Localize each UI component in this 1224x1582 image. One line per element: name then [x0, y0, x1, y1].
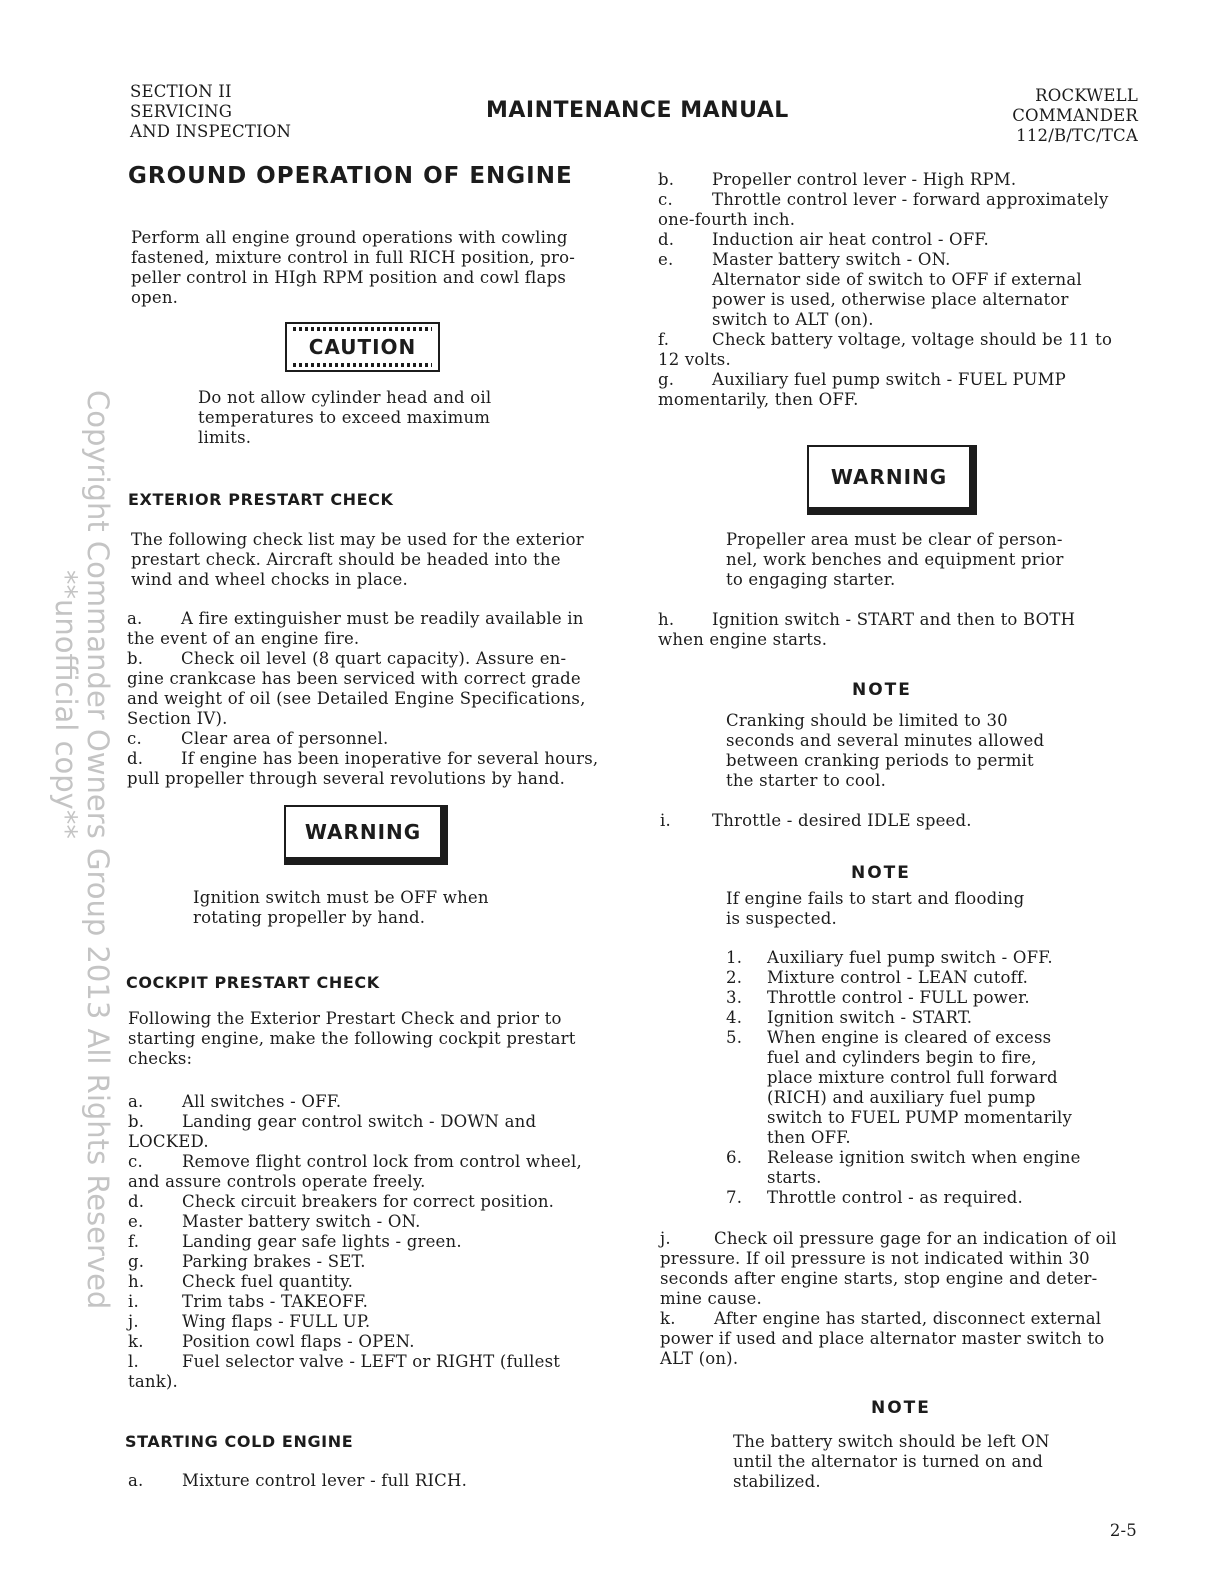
cockpit-intro: [128, 1009, 576, 1069]
item-key: c.: [127, 729, 142, 748]
text-line: Following the Exterior Prestart Check and prior to: [128, 1009, 562, 1028]
item-text: Check fuel quantity.: [182, 1272, 354, 1291]
text-line: switch to ALT (on).: [712, 310, 874, 329]
flooding-steps: [726, 948, 1146, 1208]
checklist-item: [127, 729, 627, 749]
text-line: Throttle control - FULL power.: [767, 988, 1030, 1007]
numbered-step: [726, 1148, 1146, 1188]
page-title: GROUND OPERATION OF ENGINE: [128, 163, 573, 189]
item-text: Throttle - desired IDLE speed.: [712, 811, 972, 830]
note-text-flooding: [726, 889, 1024, 929]
text-line: Section IV).: [127, 709, 228, 728]
text-line: is suspected.: [726, 909, 837, 928]
text-line: Ignition switch - START.: [767, 1008, 973, 1027]
item-key: i.: [660, 811, 671, 830]
checklist-item: [660, 1309, 1150, 1369]
checklist-item: [128, 1112, 628, 1152]
item-key: d.: [128, 1192, 145, 1211]
checklist-item: [658, 330, 1148, 370]
text-line: Alternator side of switch to OFF if external: [712, 270, 1082, 289]
item-text: Position cowl flaps - OPEN.: [182, 1332, 415, 1351]
text-line: fuel and cylinders begin to fire,: [767, 1048, 1037, 1067]
item-text: Induction air heat control - OFF.: [712, 230, 989, 249]
checklist-item: [658, 190, 1148, 230]
item-text: Master battery switch - ON.: [182, 1212, 421, 1231]
page-number: 2-5: [1109, 1521, 1137, 1540]
starting-cold-engine-heading: STARTING COLD ENGINE: [125, 1432, 354, 1451]
item-key: i.: [128, 1292, 139, 1311]
text-line: If engine fails to start and flooding: [726, 889, 1025, 908]
text-line: the starter to cool.: [726, 771, 887, 790]
checklist-item: [658, 230, 1148, 250]
item-key: k.: [660, 1309, 676, 1328]
checklist-item: [128, 1352, 628, 1392]
text-line: the event of an engine fire.: [127, 629, 360, 648]
text-line: The following check list may be used for the exterior: [131, 530, 584, 549]
step-number: 4.: [726, 1008, 743, 1027]
step-number: 1.: [726, 948, 743, 967]
text-line: Do not allow cylinder head and oil: [198, 388, 492, 407]
header-right-line: COMMANDER: [1012, 106, 1138, 125]
text-line: Propeller area must be clear of person-: [726, 530, 1063, 549]
item-key: h.: [658, 610, 675, 629]
text-line: switch to FUEL PUMP momentarily: [767, 1108, 1073, 1127]
item-text: Trim tabs - TAKEOFF.: [182, 1292, 369, 1311]
header-title: MAINTENANCE MANUAL: [486, 98, 789, 123]
text-line: momentarily, then OFF.: [658, 390, 859, 409]
item-key: a.: [128, 1471, 144, 1490]
checklist-item: [128, 1252, 628, 1272]
checklist-item: [658, 370, 1148, 410]
text-line: (RICH) and auxiliary fuel pump: [767, 1088, 1036, 1107]
item-key: f.: [128, 1232, 140, 1251]
exterior-checklist: [127, 609, 627, 789]
checklist-item: [128, 1332, 628, 1352]
text-line: The battery switch should be left ON: [733, 1432, 1050, 1451]
text-line: one-fourth inch.: [658, 210, 796, 229]
text-line: tank).: [128, 1372, 178, 1391]
caution-label: CAUTION: [308, 335, 417, 359]
item-key: g.: [128, 1252, 145, 1271]
text-line: Throttle control - as required.: [767, 1188, 1023, 1207]
checklist-item: [128, 1152, 628, 1192]
text-line: Mixture control - LEAN cutoff.: [767, 968, 1029, 987]
text-line: to engaging starter.: [726, 570, 896, 589]
text-line: Auxiliary fuel pump switch - OFF.: [767, 948, 1053, 967]
item-text: Check battery voltage, voltage should be 11 to: [712, 330, 1113, 349]
step-number: 5.: [726, 1028, 743, 1047]
note-text-cranking: [726, 711, 1044, 791]
watermark-line-1: Copyright Commander Owners Group 2013 All Rights Reserved: [81, 390, 115, 1310]
header-section-label: [130, 82, 291, 142]
item-key: e.: [658, 250, 674, 269]
text-line: mine cause.: [660, 1289, 762, 1308]
checklist-item: [128, 1232, 628, 1252]
exterior-prestart-heading: EXTERIOR PRESTART CHECK: [128, 490, 394, 509]
cockpit-prestart-heading: COCKPIT PRESTART CHECK: [126, 973, 380, 992]
note-label: NOTE: [852, 680, 912, 700]
text-line: Cranking should be limited to 30: [726, 711, 1008, 730]
item-key: c.: [658, 190, 673, 209]
item-key: b.: [128, 1112, 145, 1131]
item-key: c.: [128, 1152, 143, 1171]
item-text: Mixture control lever - full RICH.: [182, 1471, 468, 1490]
right-checklist-top: [658, 170, 1148, 410]
item-key: e.: [128, 1212, 144, 1231]
item-key: a.: [128, 1092, 144, 1111]
text-line: When engine is cleared of excess: [767, 1028, 1052, 1047]
item-key: k.: [128, 1332, 144, 1351]
checklist-item: [658, 250, 1148, 330]
text-line: and assure controls operate freely.: [128, 1172, 426, 1191]
checklist-item: [128, 1292, 628, 1312]
item-key: b.: [658, 170, 675, 189]
item-text: Landing gear control switch - DOWN and: [182, 1112, 537, 1131]
step-number: 2.: [726, 968, 743, 987]
checklist-item: [127, 649, 627, 729]
text-line: 12 volts.: [658, 350, 731, 369]
checklist-item: [128, 1092, 628, 1112]
text-line: between cranking periods to permit: [726, 751, 1034, 770]
intro-paragraph: [131, 228, 575, 308]
item-key: d.: [127, 749, 144, 768]
caution-text: [198, 388, 491, 448]
text-line: place mixture control full forward: [767, 1068, 1058, 1087]
text-line: seconds after engine starts, stop engine and deter-: [660, 1269, 1098, 1288]
right-checklist-bottom: [660, 1229, 1150, 1369]
item-text: Auxiliary fuel pump switch - FUEL PUMP: [712, 370, 1066, 389]
text-line: LOCKED.: [128, 1132, 209, 1151]
note-text-battery: [733, 1432, 1050, 1492]
item-key: l.: [128, 1352, 139, 1371]
step-number: 7.: [726, 1188, 743, 1207]
warning-box-left: [284, 805, 448, 865]
copyright-watermark: [50, 390, 114, 1309]
text-line: rotating propeller by hand.: [193, 908, 426, 927]
header-aircraft-label: [1012, 86, 1138, 146]
text-line: fastened, mixture control in full RICH position, pro-: [131, 248, 576, 267]
numbered-step: [726, 948, 1146, 968]
watermark-line-2: **unofficial copy**: [49, 570, 83, 839]
text-line: seconds and several minutes allowed: [726, 731, 1045, 750]
checklist-item: [128, 1192, 628, 1212]
note-label: NOTE: [871, 1398, 931, 1418]
text-line: pressure. If oil pressure is not indicated within 30: [660, 1249, 1090, 1268]
checklist-item: [128, 1212, 628, 1232]
note-label: NOTE: [851, 863, 911, 883]
text-line: Ignition switch must be OFF when: [193, 888, 489, 907]
item-key: b.: [127, 649, 144, 668]
item-text: Check oil pressure gage for an indication of oil: [714, 1229, 1117, 1248]
caution-box: [285, 322, 440, 372]
text-line: ALT (on).: [660, 1349, 739, 1368]
warning-box-right: [807, 445, 977, 515]
item-text: Check oil level (8 quart capacity). Assure en-: [181, 649, 567, 668]
item-text: Parking brakes - SET.: [182, 1252, 366, 1271]
warning-label: WARNING: [830, 465, 948, 489]
header-left-line: SERVICING: [130, 102, 233, 121]
text-line: when engine starts.: [658, 630, 828, 649]
item-text: Landing gear safe lights - green.: [182, 1232, 462, 1251]
text-line: Release ignition switch when engine: [767, 1148, 1081, 1167]
text-line: gine crankcase has been serviced with correct grade: [127, 669, 581, 688]
item-text: Remove flight control lock from control wheel,: [182, 1152, 582, 1171]
text-line: starts.: [767, 1168, 822, 1187]
item-text: All switches - OFF.: [182, 1092, 342, 1111]
header-right-line: 112/B/TC/TCA: [1016, 126, 1138, 145]
header-left-line: SECTION II: [130, 82, 232, 101]
step-number: 6.: [726, 1148, 743, 1167]
item-text: Clear area of personnel.: [181, 729, 389, 748]
text-line: starting engine, make the following cockpit prestart: [128, 1029, 576, 1048]
item-text: Propeller control lever - High RPM.: [712, 170, 1017, 189]
text-line: peller control in HIgh RPM position and cowl flaps: [131, 268, 567, 287]
text-line: limits.: [198, 428, 252, 447]
text-line: wind and wheel chocks in place.: [131, 570, 408, 589]
exterior-intro: [131, 530, 584, 590]
numbered-step: [726, 1008, 1146, 1028]
item-text: If engine has been inoperative for several hours,: [181, 749, 599, 768]
checklist-item: [658, 170, 1148, 190]
text-line: then OFF.: [767, 1128, 851, 1147]
item-key: j.: [660, 1229, 671, 1248]
numbered-step: [726, 1028, 1146, 1148]
step-number: 3.: [726, 988, 743, 1007]
numbered-step: [726, 1188, 1146, 1208]
text-line: power if used and place alternator master switch to: [660, 1329, 1105, 1348]
checklist-item: [127, 749, 627, 789]
text-line: and weight of oil (see Detailed Engine Specifications,: [127, 689, 586, 708]
header-right-line: ROCKWELL: [1035, 86, 1138, 105]
checklist-item-i: [660, 811, 972, 831]
item-text: Check circuit breakers for correct position.: [182, 1192, 555, 1211]
item-key: d.: [658, 230, 675, 249]
text-line: nel, work benches and equipment prior: [726, 550, 1064, 569]
item-text: A fire extinguisher must be readily available in: [181, 609, 584, 628]
item-text: Master battery switch - ON.: [712, 250, 951, 269]
item-text: Throttle control lever - forward approximately: [712, 190, 1109, 209]
item-text: After engine has started, disconnect external: [714, 1309, 1102, 1328]
item-text: Fuel selector valve - LEFT or RIGHT (fullest: [182, 1352, 561, 1371]
item-key: a.: [127, 609, 143, 628]
checklist-item: [128, 1272, 628, 1292]
warning-text-right: [726, 530, 1064, 590]
text-line: temperatures to exceed maximum: [198, 408, 491, 427]
checklist-item: [127, 609, 627, 649]
checklist-item-h: [658, 610, 1075, 650]
text-line: power is used, otherwise place alternator: [712, 290, 1069, 309]
text-line: stabilized.: [733, 1472, 821, 1491]
item-key: g.: [658, 370, 675, 389]
warning-label: WARNING: [304, 820, 422, 844]
item-key: j.: [128, 1312, 139, 1331]
item-key: h.: [128, 1272, 145, 1291]
text-line: Perform all engine ground operations with cowling: [131, 228, 568, 247]
item-text: Wing flaps - FULL UP.: [182, 1312, 371, 1331]
header-left-line: AND INSPECTION: [130, 122, 292, 141]
numbered-step: [726, 968, 1146, 988]
item-key: f.: [658, 330, 670, 349]
text-line: checks:: [128, 1049, 193, 1068]
text-line: until the alternator is turned on and: [733, 1452, 1044, 1471]
cockpit-checklist: [128, 1092, 628, 1392]
numbered-step: [726, 988, 1146, 1008]
warning-text-left: [193, 888, 489, 928]
text-line: pull propeller through several revolutions by hand.: [127, 769, 566, 788]
text-line: prestart check. Aircraft should be headed into the: [131, 550, 561, 569]
starting-item-a: [128, 1471, 467, 1491]
text-line: open.: [131, 288, 179, 307]
checklist-item: [128, 1312, 628, 1332]
checklist-item: [660, 1229, 1150, 1309]
item-text: Ignition switch - START and then to BOTH: [712, 610, 1076, 629]
